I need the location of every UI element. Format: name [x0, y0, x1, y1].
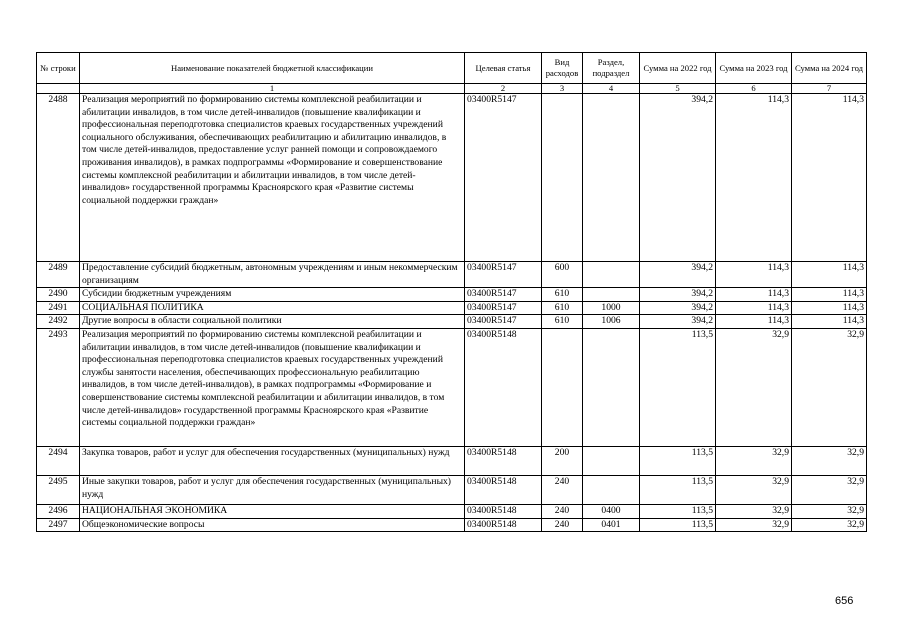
indicator-name-cell: Субсидии бюджетным учреждениям — [80, 288, 465, 302]
indicator-name-cell: Реализация мероприятий по формированию системы комплексной реабилитации и абилитации инвалидов, в том числе детей-инвалидов (повышение квалификации и профессиональная переподготовка специалистов краевых государственных учреждений социального обслуживания, обеспечивающих реабилитацию и абилитацию инвалидов, в том числе детей-инвалидов, предоставление услуг ранней помощи и сопровождаемого проживания инвалидов), в рамках подпрограммы «Формирование и совершенствование системы комплексной реабилитации и абилитации инвалидов, в том числе детей-инвалидов» государственной программы Красноярского края «Развитие системы социальной поддержки граждан» — [80, 94, 465, 262]
sum-2022-cell: 394,2 — [640, 301, 716, 315]
sum-2022-cell: 113,5 — [640, 504, 716, 518]
sum-2023-cell: 114,3 — [716, 315, 792, 329]
header-expense-type: Вид расходов — [542, 53, 583, 84]
table-body — [37, 94, 867, 532]
indicator-name-cell: Иные закупки товаров, работ и услуг для обеспечения государственных (муниципальных) нужд — [80, 475, 465, 504]
target-article-cell: 03400R5147 — [465, 94, 542, 262]
section-cell: 1000 — [583, 301, 640, 315]
sum-2024-cell: 114,3 — [792, 262, 867, 288]
sum-2023-cell: 32,9 — [716, 518, 792, 532]
indicator-name-cell: СОЦИАЛЬНАЯ ПОЛИТИКА — [80, 301, 465, 315]
indicator-name-cell: Предоставление субсидий бюджетным, автономным учреждениям и иным некоммерческим организациям — [80, 262, 465, 288]
column-number: 4 — [583, 84, 640, 94]
sum-2022-cell: 113,5 — [640, 446, 716, 475]
target-article-cell: 03400R5148 — [465, 475, 542, 504]
sum-2023-cell: 114,3 — [716, 301, 792, 315]
target-article-cell: 03400R5147 — [465, 288, 542, 302]
section-cell — [583, 328, 640, 446]
sum-2024-cell: 32,9 — [792, 328, 867, 446]
target-article-cell: 03400R5148 — [465, 518, 542, 532]
table-row — [37, 446, 867, 475]
indicator-name-cell: Общеэкономические вопросы — [80, 518, 465, 532]
section-cell: 0401 — [583, 518, 640, 532]
expense-type-cell: 610 — [542, 301, 583, 315]
indicator-name-cell: Реализация мероприятий по формированию системы комплексной реабилитации и абилитации инвалидов, в том числе детей-инвалидов (повышение квалификации и профессиональная переподготовка специалистов краевых государственных учреждений службы занятости населения, обеспечивающих профессиональную реабилитацию инвалидов, в том числе детей-инвалидов), в рамках подпрограммы «Формирование и совершенствование системы комплексной реабилитации и абилитации инвалидов, в том числе детей-инвалидов» государственной программы Красноярского края «Развитие системы социальной поддержки граждан» — [80, 328, 465, 446]
target-article-cell: 03400R5147 — [465, 301, 542, 315]
sum-2023-cell: 32,9 — [716, 328, 792, 446]
sum-2024-cell: 32,9 — [792, 518, 867, 532]
header-sum-2023: Сумма на 2023 год — [716, 53, 792, 84]
table-row — [37, 518, 867, 532]
section-cell — [583, 262, 640, 288]
column-number: 2 — [465, 84, 542, 94]
header-sum-2024: Сумма на 2024 год — [792, 53, 867, 84]
sum-2024-cell: 114,3 — [792, 288, 867, 302]
expense-type-cell: 600 — [542, 262, 583, 288]
row-number-cell: 2493 — [37, 328, 80, 446]
section-cell: 1006 — [583, 315, 640, 329]
table-row — [37, 315, 867, 329]
expense-type-cell — [542, 328, 583, 446]
target-article-cell: 03400R5147 — [465, 262, 542, 288]
row-number-cell: 2494 — [37, 446, 80, 475]
indicator-name-cell: Закупка товаров, работ и услуг для обеспечения государственных (муниципальных) нужд — [80, 446, 465, 475]
column-number — [37, 84, 80, 94]
row-number-cell: 2490 — [37, 288, 80, 302]
expense-type-cell: 610 — [542, 315, 583, 329]
header-name: Наименование показателей бюджетной классификации — [80, 53, 465, 84]
expense-type-cell: 240 — [542, 475, 583, 504]
section-cell — [583, 446, 640, 475]
row-number-cell: 2496 — [37, 504, 80, 518]
sum-2023-cell: 32,9 — [716, 504, 792, 518]
header-row — [37, 53, 867, 84]
budget-table — [36, 52, 867, 532]
column-number: 7 — [792, 84, 867, 94]
table-row — [37, 262, 867, 288]
expense-type-cell — [542, 94, 583, 262]
sum-2022-cell: 394,2 — [640, 262, 716, 288]
column-number: 3 — [542, 84, 583, 94]
sum-2022-cell: 113,5 — [640, 518, 716, 532]
sum-2023-cell: 114,3 — [716, 262, 792, 288]
sum-2022-cell: 113,5 — [640, 475, 716, 504]
sum-2024-cell: 114,3 — [792, 315, 867, 329]
sum-2022-cell: 394,2 — [640, 94, 716, 262]
sum-2024-cell: 114,3 — [792, 301, 867, 315]
expense-type-cell: 240 — [542, 504, 583, 518]
column-number: 6 — [716, 84, 792, 94]
indicator-name-cell: НАЦИОНАЛЬНАЯ ЭКОНОМИКА — [80, 504, 465, 518]
row-number-cell: 2489 — [37, 262, 80, 288]
row-number-cell: 2495 — [37, 475, 80, 504]
sum-2022-cell: 394,2 — [640, 315, 716, 329]
expense-type-cell: 610 — [542, 288, 583, 302]
header-sum-2022: Сумма на 2022 год — [640, 53, 716, 84]
section-cell — [583, 94, 640, 262]
column-number-row — [37, 84, 867, 94]
section-cell — [583, 288, 640, 302]
column-number: 1 — [80, 84, 465, 94]
target-article-cell: 03400R5147 — [465, 315, 542, 329]
budget-document — [36, 52, 867, 532]
section-cell — [583, 475, 640, 504]
expense-type-cell: 200 — [542, 446, 583, 475]
sum-2023-cell: 114,3 — [716, 288, 792, 302]
sum-2024-cell: 114,3 — [792, 94, 867, 262]
header-row-number: № строки — [37, 53, 80, 84]
header-section: Раздел, подраздел — [583, 53, 640, 84]
sum-2023-cell: 32,9 — [716, 446, 792, 475]
row-number-cell: 2497 — [37, 518, 80, 532]
table-row — [37, 475, 867, 504]
table-row — [37, 288, 867, 302]
indicator-name-cell: Другие вопросы в области социальной политики — [80, 315, 465, 329]
sum-2022-cell: 394,2 — [640, 288, 716, 302]
page-number: 656 — [835, 595, 854, 607]
row-number-cell: 2491 — [37, 301, 80, 315]
target-article-cell: 03400R5148 — [465, 504, 542, 518]
target-article-cell: 03400R5148 — [465, 446, 542, 475]
sum-2023-cell: 114,3 — [716, 94, 792, 262]
table-row — [37, 328, 867, 446]
column-number: 5 — [640, 84, 716, 94]
target-article-cell: 03400R5148 — [465, 328, 542, 446]
sum-2024-cell: 32,9 — [792, 475, 867, 504]
sum-2024-cell: 32,9 — [792, 446, 867, 475]
sum-2024-cell: 32,9 — [792, 504, 867, 518]
section-cell: 0400 — [583, 504, 640, 518]
table-row — [37, 94, 867, 262]
row-number-cell: 2488 — [37, 94, 80, 262]
table-row — [37, 301, 867, 315]
sum-2022-cell: 113,5 — [640, 328, 716, 446]
header-target-article: Целевая статья — [465, 53, 542, 84]
sum-2023-cell: 32,9 — [716, 475, 792, 504]
expense-type-cell: 240 — [542, 518, 583, 532]
table-row — [37, 504, 867, 518]
row-number-cell: 2492 — [37, 315, 80, 329]
